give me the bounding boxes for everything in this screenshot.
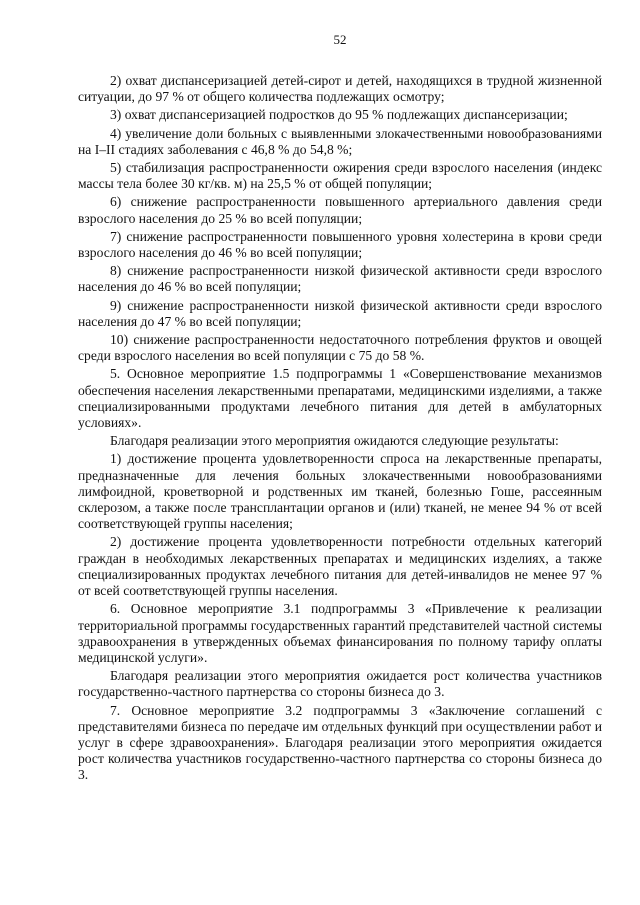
paragraph-results-intro: Благодаря реализации этого мероприятия ожидаются следующие результаты: (110, 433, 559, 449)
paragraph-item-4: 4) увеличение доли больных с выявленными злокачественными новообразованиями на I–II стадиях заболевания с 46,8 % до 54,8 %; (78, 125, 602, 157)
paragraph-item-6: 6) снижение распространенности повышенного артериального давления среди взрослого населения до 25 % во всей популяции; (78, 194, 602, 226)
paragraph-measure-3-1-result: Благодаря реализации этого мероприятия ожидается рост количества участников государственно-частного партнерства со стороны бизнеса до 3. (78, 668, 602, 700)
paragraph-measure-3-1: 6. Основное мероприятие 3.1 подпрограммы 3 «Привлечение к реализации территориальной программы государственных гарантий представителей частной системы здравоохранения в утвержденных объемах финансирования по полному тарифу оплаты медицинской услуги». (78, 601, 602, 665)
document-body (78, 73, 602, 784)
paragraph-result-2: 2) достижение процента удовлетворенности потребности отдельных категорий граждан в необходимых лекарственных препаратах и медицинских изделиях, а также специализированных продуктах лечебного питания для детей-инвалидов не менее 97 % от всей соответствующей группы населения. (78, 534, 602, 599)
page-number: 52 (333, 32, 347, 47)
paragraph-item-10: 10) снижение распространенности недостаточного потребления фруктов и овощей среди взрослого населения во всей популяции с 75 до 58 %. (78, 332, 602, 364)
paragraph-measure-3-2: 7. Основное мероприятие 3.2 подпрограммы 3 «Заключение соглашений с представителями бизнеса по передаче им отдельных функций при осуществлении работ и услуг в сфере здравоохранения». Благодаря реализации этого мероприятия ожидается рост количества участников государственно-частного партнерства со стороны бизнеса до 3. (78, 702, 602, 783)
paragraph-item-5: 5) стабилизация распространенности ожирения среди взрослого населения (индекс массы тела более 30 кг/кв. м) на 25,5 % от общей популяции; (78, 160, 602, 192)
paragraph-item-8: 8) снижение распространенности низкой физической активности среди взрослого населения до 46 % во всей популяции; (78, 263, 602, 295)
paragraph-item-3: 3) охват диспансеризацией подростков до 95 % подлежащих диспансеризации; (110, 107, 568, 123)
paragraph-item-7: 7) снижение распространенности повышенного уровня холестерина в крови среди взрослого населения до 46 % во всей популяции; (78, 228, 602, 261)
paragraph-item-9: 9) снижение распространенности низкой физической активности среди взрослого населения до 47 % во всей популяции; (78, 297, 602, 329)
paragraph-item-2: 2) охват диспансеризацией детей-сирот и детей, находящихся в трудной жизненной ситуации, до 97 % от общего количества подлежащих осмотру; (78, 73, 602, 105)
paragraph-measure-1-5: 5. Основное мероприятие 1.5 подпрограммы 1 «Совершенствование механизмов обеспечения населения лекарственными препаратами, медицинскими изделиями, а также специализированными продуктами лечебного питания для детей в амбулаторных условиях». (78, 366, 602, 431)
paragraph-result-1: 1) достижение процента удовлетворенности спроса на лекарственные препараты, предназначенные для лечения больных злокачественными новообразованиями лимфоидной, кроветворной и родственных им тканей, болезнью Гоше, рассеянным склерозом, а также после трансплантации органов и (или) тканей, не менее 94 % от всей соответствующей группы населения; (78, 451, 602, 532)
